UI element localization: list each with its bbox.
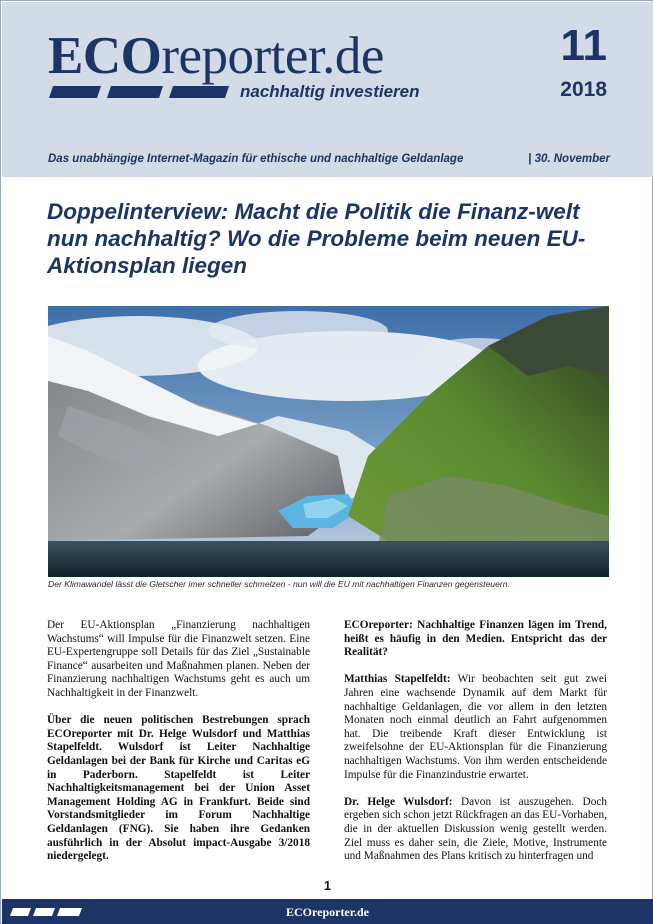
answer-text-wulsdorf: Davon ist auszugehen. Doch ergeben sich schon jetzt Rückfragen an das EU-Vorhaben, die in der aktuellen Diskussion wenig gestellt werden. Ziel muss es daher sein, die Ziele, Motive, Instrumente und Maßnahmen des Plans kritisch zu hinterfragen und xyxy=(344,795,608,863)
column-left xyxy=(47,619,310,877)
tagline: nachhaltig investieren xyxy=(240,82,420,101)
speaker-wulsdorf: Dr. Helge Wulsdorf: xyxy=(344,795,453,808)
interviewees-paragraph: Über die neuen politischen Bestrebungen sprach ECOreporter mit Dr. Helge Wulsdorf und Matthias Stapelfeldt. Wulsdorf ist Leiter Nachhaltige Geldanlagen bei der Bank für Kirche und Caritas eG in Paderborn. Stapelfeldt ist Leiter Nachhaltigkeitsmanagement bei der Union Asset Management Holding AG in Frankfurt. Beide sind Vorstandsmitglieder im Forum Nachhaltige Geldanlagen (FNG). Sie haben ihre Gedanken ausführlich in der Absolut impact-Ausgabe 3/2018 niedergelegt. xyxy=(47,714,310,863)
interview-answer-stapelfeldt xyxy=(344,673,607,782)
issue-number: 11 xyxy=(560,21,607,70)
footer-bar xyxy=(2,899,653,924)
masthead-subline xyxy=(48,153,610,165)
page-number: 1 xyxy=(323,878,332,893)
column-right xyxy=(344,619,607,877)
brand-logo[interactable] xyxy=(48,27,384,85)
glacier-photo xyxy=(48,306,609,577)
speaker-stapelfeldt: Matthias Stapelfeldt: xyxy=(344,673,451,686)
issue-date: | 30. November xyxy=(528,153,610,165)
interview-answer-wulsdorf xyxy=(344,796,607,864)
photo-caption: Der Klimawandel lässt die Gletscher imer schneller schmelzen - nun will die EU mit nachhaltigen Finanzen gegensteuern. xyxy=(48,579,510,589)
answer-text-stapelfeldt: Wir beobachten seit gut zwei Jahren eine wachsende Dynamik auf dem Markt für nachhaltige Geldanlagen, die vor allem in den letzten Monaten noch einmal deutlich an Fahrt aufgenommen hat. Die treibende Kraft dieser Entwicklung ist zweifelsohne der EU-Aktionsplan für die Finanzierung nachhaltigen Wachstums. Von ihm werden entscheidende Impulse für die Finanzindustrie erwartet. xyxy=(344,673,607,781)
subline-text: Das unabhängige Internet-Magazin für ethische und nachhaltige Geldanlage xyxy=(48,153,464,165)
interview-question: ECOreporter: Nachhaltige Finanzen lägen im Trend, heißt es häufig in den Medien. Entspricht das der Realität? xyxy=(344,619,607,659)
intro-paragraph: Der EU-Aktionsplan „Finanzierung nachhaltigen Wachstums“ will Impulse für die Finanzwelt setzen. Eine EU-Expertengruppe soll Details für das Ziel „Sustainable Finance“ ausarbeiten und Maßnahmen planen. Neben der Finanzierung nachhaltigen Wachstums geht es auch um Nachhaltigkeit in der Finanzwelt. xyxy=(47,619,310,699)
brand-eco: ECO xyxy=(48,27,162,85)
brand-rest: reporter.de xyxy=(161,27,384,85)
brand-stripes-icon xyxy=(49,86,229,98)
issue-year: 2018 xyxy=(560,78,607,101)
footer-url-link[interactable]: ECOreporter.de xyxy=(286,905,369,919)
masthead xyxy=(2,2,653,177)
article-headline: Doppelinterview: Macht die Politik die Finanz-welt nun nachhaltig? Wo die Probleme beim neuen EU-Aktionsplan liegen xyxy=(47,199,586,278)
